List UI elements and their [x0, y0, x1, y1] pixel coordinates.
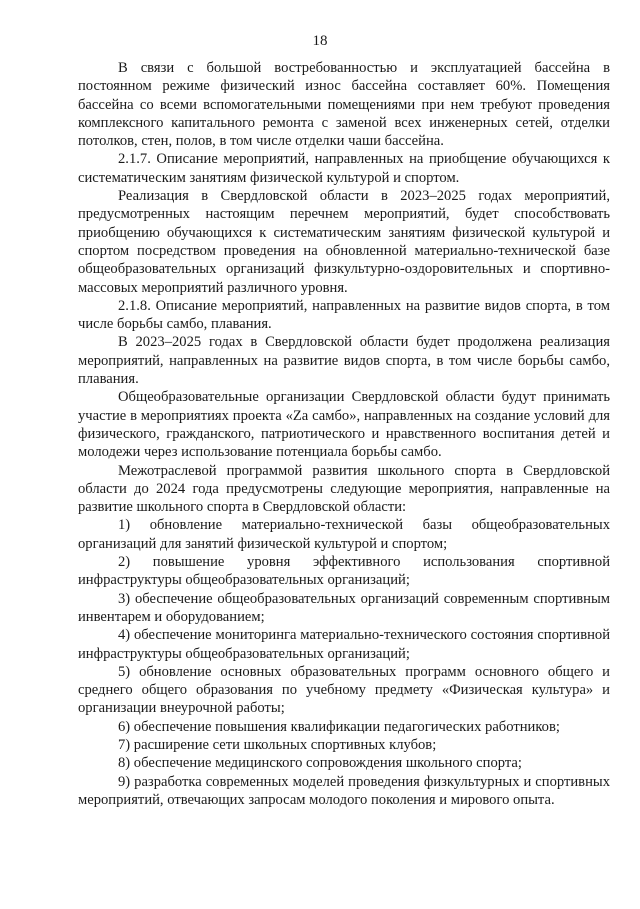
paragraph: В связи с большой востребованностью и эксплуатацией бассейна в постоянном режиме физический износ бассейна составляет 60%. Помещения бассейна со всеми вспомогательными помещениями при нем требуют проведения комплексного капитального ремонта с заменой всех инженерных сетей, отделки потолков, стен, полов, в том числе отделки чаши бассейна.: [78, 60, 610, 150]
list-item: 2) повышение уровня эффективного использования спортивной инфраструктуры общеобразовательных организаций;: [78, 554, 610, 589]
list-item: 7) расширение сети школьных спортивных клубов;: [118, 736, 437, 753]
list-item: 1) обновление материально-технической базы общеобразовательных организаций для занятий физической культурой и спортом;: [78, 517, 610, 552]
paragraph: 2.1.8. Описание мероприятий, направленных на развитие видов спорта, в том числе борьбы самбо, плавания.: [78, 297, 610, 333]
paragraph: Межотраслевой программой развития школьного спорта в Свердловской области до 2024 года предусмотрены следующие мероприятия, направленные на развитие школьного спорта в Свердловской области:: [78, 462, 610, 516]
list-item: 9) разработка современных моделей проведения физкультурных и спортивных мероприятий, отвечающих запросам молодого поколения и мирового опыта.: [78, 773, 610, 808]
list-item: 5) обновление основных образовательных программ основного общего и среднего общего образования по учебному предмету «Физическая культура» и организации внеурочной работы;: [78, 663, 610, 717]
list-item: 3) обеспечение общеобразовательных организаций современным спортивным инвентарем и оборудованием;: [78, 590, 610, 625]
list-item: 8) обеспечение медицинского сопровождения школьного спорта;: [118, 755, 522, 772]
paragraph: Реализация в Свердловской области в 2023–2025 годах мероприятий, предусмотренных настоящим перечнем мероприятий, будет способствовать приобщению обучающихся к систематическим занятиям физической культурой и спортом посредством проведения на обновленной материально-технической базе общеобразовательных организаций физкультурно-оздоровительных и спортивно-массовых мероприятий различного уровня.: [78, 188, 610, 296]
paragraph: 2.1.7. Описание мероприятий, направленных на приобщение обучающихся к систематическим занятиям физической культурой и спортом.: [78, 151, 610, 186]
list-item: 6) обеспечение повышения квалификации педагогических работников;: [118, 718, 560, 735]
paragraph: В 2023–2025 годах в Свердловской области будет продолжена реализация мероприятий, направленных на развитие видов спорта, в том числе борьбы самбо, плавания.: [78, 334, 610, 388]
document-body: [78, 59, 610, 809]
page-number: 18: [312, 33, 328, 49]
paragraph: Общеобразовательные организации Свердловской области будут принимать участие в мероприятиях проекта «Za самбо», направленных на создание условий для физического, гражданского, патриотического и нравственного воспитания детей и молодежи через использование потенциала борьбы самбо.: [78, 389, 610, 461]
list-item: 4) обеспечение мониторинга материально-технического состояния спортивной инфраструктуры общеобразовательных организаций;: [78, 627, 610, 662]
